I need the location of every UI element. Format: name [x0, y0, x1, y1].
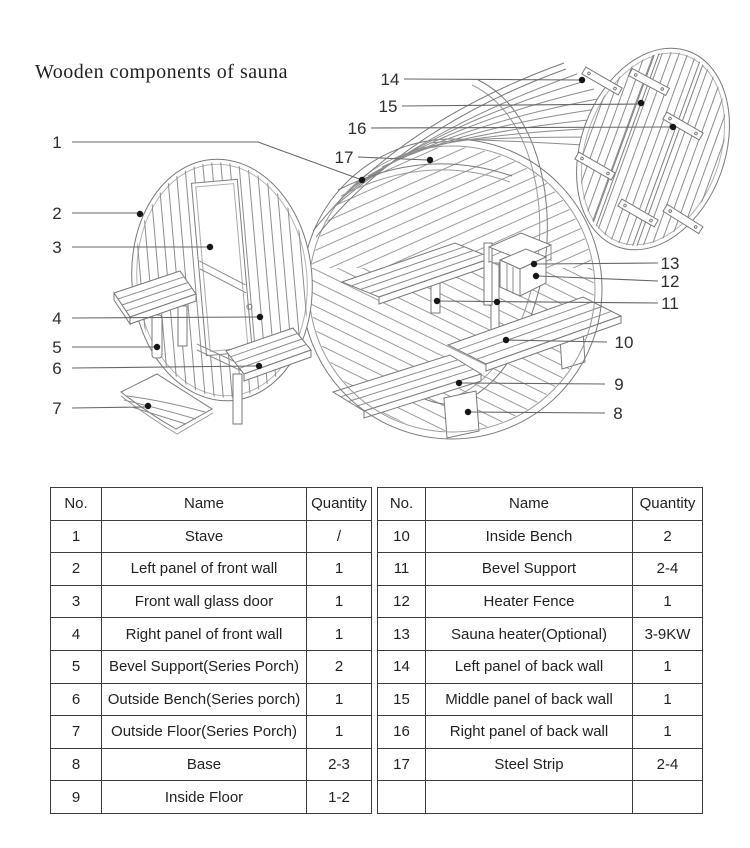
table-row [378, 683, 703, 716]
table-row [378, 553, 703, 586]
column-header: No. [378, 488, 426, 521]
table-cell: Inside Bench [426, 520, 633, 553]
part-label-17: 17 [334, 148, 354, 167]
table-cell: 1 [633, 650, 703, 683]
table-cell: Sauna heater(Optional) [426, 618, 633, 651]
table-cell: 11 [378, 553, 426, 586]
part-label-12: 12 [660, 272, 680, 291]
base-foot-front [444, 391, 479, 438]
table-cell: 1 [307, 553, 372, 586]
table-cell: 2 [633, 520, 703, 553]
table-cell: 1 [633, 683, 703, 716]
table-cell: 1 [307, 683, 372, 716]
column-header: Quantity [633, 488, 703, 521]
table-cell: Inside Floor [102, 781, 307, 814]
table-cell: 1 [307, 585, 372, 618]
part-label-14: 14 [380, 70, 400, 89]
column-header: No. [51, 488, 102, 521]
table-cell: 1 [633, 716, 703, 749]
table-cell: Left panel of front wall [102, 553, 307, 586]
table-cell: Stave [102, 520, 307, 553]
table-cell: 15 [378, 683, 426, 716]
table-cell: Left panel of back wall [426, 650, 633, 683]
table-cell: 7 [51, 716, 102, 749]
table-cell: 6 [51, 683, 102, 716]
table-cell: 9 [51, 781, 102, 814]
table-cell: Steel Strip [426, 748, 633, 781]
part-label-2: 2 [52, 204, 62, 223]
table-cell: Heater Fence [426, 585, 633, 618]
table-cell: Outside Bench(Series porch) [102, 683, 307, 716]
part-label-7: 7 [52, 399, 62, 418]
part-label-10: 10 [614, 333, 634, 352]
table-row [51, 618, 372, 651]
column-header: Name [426, 488, 633, 521]
table-cell: / [307, 520, 372, 553]
table-cell: 17 [378, 748, 426, 781]
table-cell: 10 [378, 520, 426, 553]
table-row [51, 520, 372, 553]
table-row [378, 618, 703, 651]
table-row [378, 650, 703, 683]
table-cell: Bevel Support(Series Porch) [102, 650, 307, 683]
column-header: Name [102, 488, 307, 521]
part-label-9: 9 [614, 375, 624, 394]
table-row [378, 748, 703, 781]
table-cell: Right panel of front wall [102, 618, 307, 651]
column-header: Quantity [307, 488, 372, 521]
table-row [51, 553, 372, 586]
page-title: Wooden components of sauna [35, 61, 288, 83]
table-row [51, 683, 372, 716]
table-cell: 3-9KW [633, 618, 703, 651]
table-cell: 3 [51, 585, 102, 618]
part-label-4: 4 [52, 309, 62, 328]
table-cell: Front wall glass door [102, 585, 307, 618]
table-cell: 2-3 [307, 748, 372, 781]
table-row [378, 585, 703, 618]
table-row [378, 520, 703, 553]
table-cell: 2 [51, 553, 102, 586]
table-cell: 13 [378, 618, 426, 651]
table-header-row [51, 488, 372, 521]
table-row [378, 781, 703, 814]
table-row [378, 716, 703, 749]
table-row [51, 748, 372, 781]
part-label-13: 13 [660, 254, 680, 273]
table-cell [426, 781, 633, 814]
part-label-16: 16 [347, 119, 367, 138]
table-cell: 1 [307, 618, 372, 651]
table-cell [633, 781, 703, 814]
table-cell: 2-4 [633, 748, 703, 781]
table-cell: Right panel of back wall [426, 716, 633, 749]
part-label-15: 15 [378, 97, 398, 116]
part-label-1: 1 [52, 133, 62, 152]
table-cell: 1 [307, 716, 372, 749]
table-cell [378, 781, 426, 814]
table-header-row [378, 488, 703, 521]
table-row [51, 650, 372, 683]
table-row [51, 781, 372, 814]
table-cell: 1 [51, 520, 102, 553]
table-cell: Middle panel of back wall [426, 683, 633, 716]
table-row [51, 585, 372, 618]
table-cell: 1 [633, 585, 703, 618]
table-cell: 4 [51, 618, 102, 651]
part-label-6: 6 [52, 359, 62, 378]
bevel-support-porch [152, 315, 162, 358]
part-label-8: 8 [613, 404, 623, 423]
table-cell: 16 [378, 716, 426, 749]
table-cell: 2 [307, 650, 372, 683]
table-cell: 1-2 [307, 781, 372, 814]
parts-table-right [377, 487, 703, 814]
table-row [51, 716, 372, 749]
table-cell: Bevel Support [426, 553, 633, 586]
table-cell: 14 [378, 650, 426, 683]
table-cell: 8 [51, 748, 102, 781]
part-label-11: 11 [661, 294, 679, 313]
table-cell: Outside Floor(Series Porch) [102, 716, 307, 749]
table-cell: Base [102, 748, 307, 781]
part-label-3: 3 [52, 238, 62, 257]
parts-table-left [50, 487, 372, 814]
part-label-5: 5 [52, 338, 62, 357]
table-cell: 2-4 [633, 553, 703, 586]
table-cell: 12 [378, 585, 426, 618]
table-cell: 5 [51, 650, 102, 683]
